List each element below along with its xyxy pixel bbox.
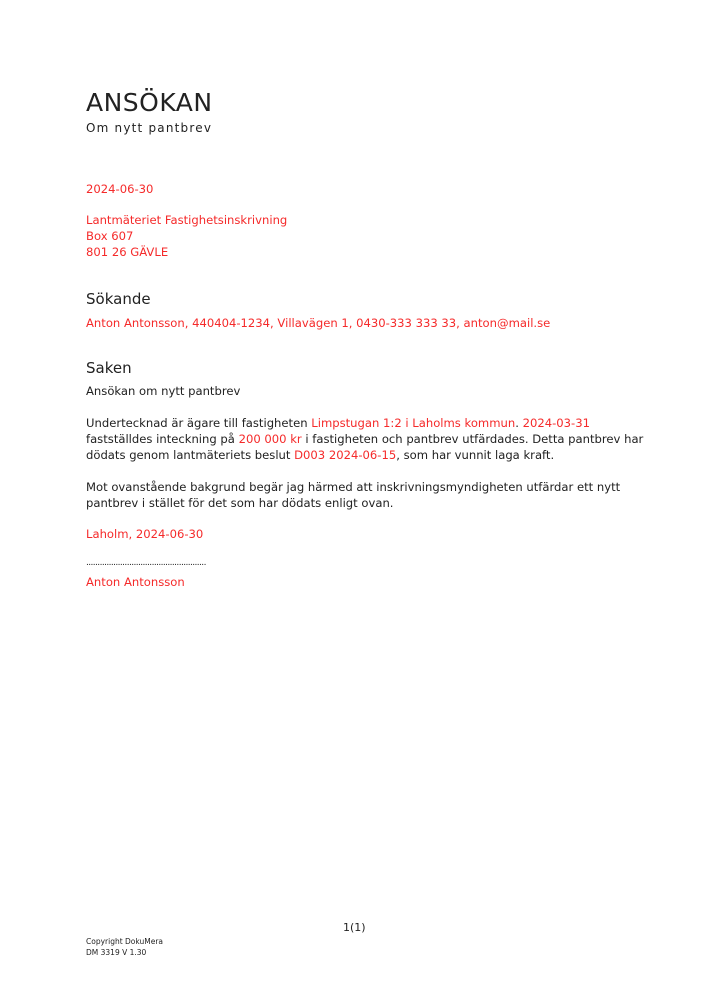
text: . (515, 416, 523, 430)
text: fastställdes inteckning på (86, 432, 239, 446)
footer-form-id: DM 3319 V 1.30 (86, 948, 147, 957)
document-date: 2024-06-30 (86, 182, 154, 196)
applicant-heading: Sökande (86, 290, 151, 308)
document-subtitle: Om nytt pantbrev (86, 121, 213, 135)
text: dödats genom lantmäteriets beslut (86, 448, 295, 462)
matter-heading: Saken (86, 359, 132, 377)
recipient-line-1: Lantmäteriet Fastighetsinskrivning (86, 213, 288, 227)
paragraph-2 (86, 479, 620, 511)
footer (86, 936, 163, 958)
place-date: Laholm, 2024-06-30 (86, 527, 204, 541)
page-number: 1(1) (343, 921, 366, 934)
matter-subject: Ansökan om nytt pantbrev (86, 384, 241, 398)
decision-reference: D003 2024-06-15 (294, 448, 397, 462)
property-name: Limpstugan 1:2 i Laholms kommun (311, 416, 516, 430)
text: , som har vunnit laga kraft. (396, 448, 555, 462)
footer-copyright: Copyright DokuMera (86, 937, 164, 946)
applicant-details: Anton Antonsson, 440404-1234, Villavägen 1, 0430-333 333 33, anton@mail.se (86, 316, 551, 330)
mortgage-date: 2024-03-31 (522, 416, 590, 430)
text: Mot ovanstående bakgrund begär jag härmed att inskrivningsmyndigheten utfärdar ett nytt (86, 480, 621, 494)
signature-line: ..................................................... (86, 558, 206, 568)
text: i fastigheten och pantbrev utfärdades. Detta pantbrev har (301, 432, 644, 446)
mortgage-amount: 200 000 kr (238, 432, 302, 446)
text: Undertecknad är ägare till fastigheten (86, 416, 312, 430)
signer-name: Anton Antonsson (86, 575, 185, 589)
document-title: ANSÖKAN (86, 88, 213, 117)
recipient-line-2: Box 607 (86, 229, 134, 243)
text: pantbrev i stället för det som har dödats enligt ovan. (86, 496, 394, 510)
recipient-address (86, 212, 287, 260)
recipient-line-3: 801 26 GÄVLE (86, 245, 169, 259)
paragraph-1 (86, 415, 643, 463)
